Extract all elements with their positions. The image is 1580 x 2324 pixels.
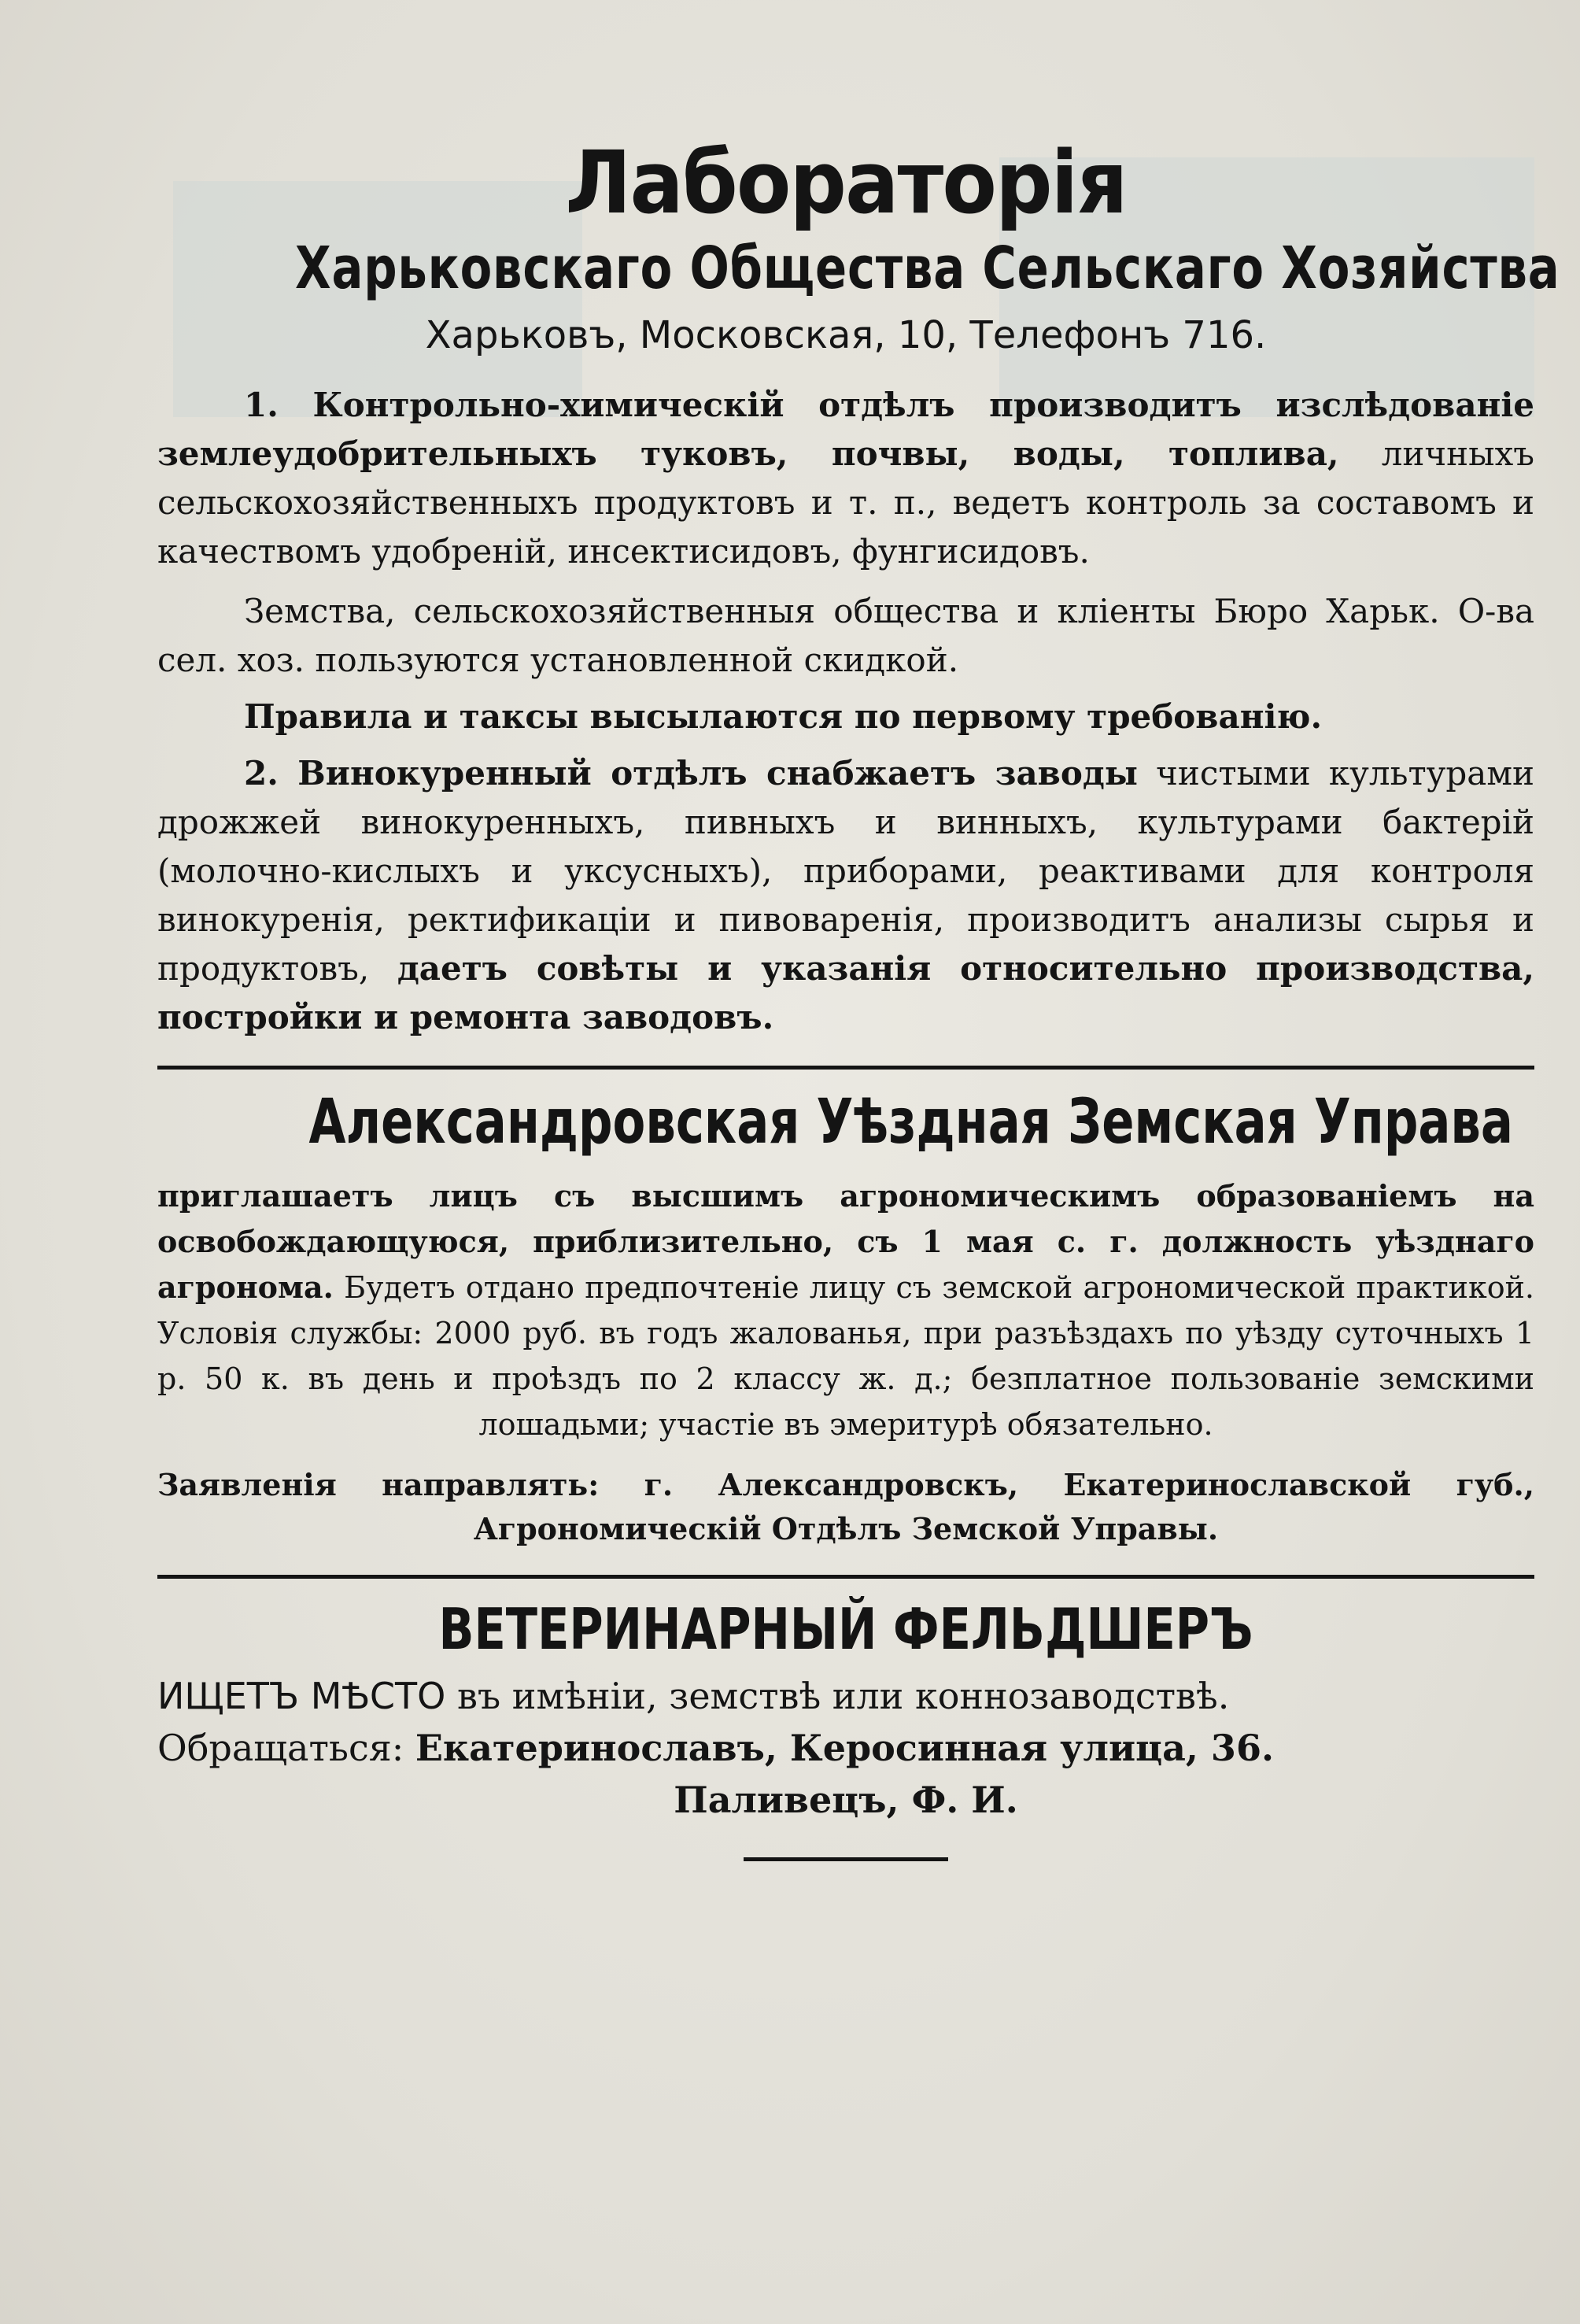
lab-paragraph-4-text: чистыми культурами дрожжей винокуренныхъ, пивныхъ и винныхъ, культурами бактерій (молочно-кислыхъ и уксусныхъ), приборами, реактивами для контроля винокуренія, ректификаціи и пивоваренія, производитъ анализы сырья и продуктовъ, (157, 753, 1534, 988)
vet-line-2 (157, 1722, 1534, 1774)
vet-line-2-label: Обращаться: (157, 1726, 404, 1769)
uprava-notice-text: Будетъ отдано предпочтеніе лицу съ земской агрономической практикой. Условія службы: 2000 руб. въ годъ жалованья, при разъѣздахъ по уѣзду суточныхъ 1 р. 50 к. въ день и проѣздъ по 2 классу ж. д.; безплатное пользованіе земскими лошадьми; участіе въ эмеритурѣ обязательно. (157, 1269, 1534, 1442)
vet-title: ВЕТЕРИНАРНЫЙ ФЕЛЬДШЕРЪ (438, 1595, 1253, 1662)
uprava-notice (157, 1173, 1534, 1447)
vet-line-1 (157, 1670, 1534, 1722)
vet-line-1-text: въ имѣніи, земствѣ или коннозаводствѣ. (457, 1674, 1230, 1717)
lab-paragraph-4 (157, 749, 1534, 1042)
page-content (157, 132, 1560, 1861)
lab-address: Харьковъ, Московская, 10, Телефонъ 716. (425, 312, 1267, 357)
divider-1 (157, 1066, 1534, 1070)
uprava-title: Александровская Уѣздная Земская Управа (308, 1086, 1513, 1158)
lab-paragraph-1-bold: 1. Контрольно-химическій отдѣлъ производитъ изслѣдованіе землеудобрительныхъ туковъ, почвы, воды, топлива, (157, 385, 1534, 473)
lab-paragraph-4-bold: 2. Винокуренный отдѣлъ снабжаетъ заводы (244, 753, 1138, 793)
end-rule (744, 1857, 948, 1861)
uprava-notice-bold: приглашаетъ лицъ съ высшимъ агрономическимъ образованіемъ на освобождающуюся, приблизительно, съ 1 мая с. г. должность уѣзднаго агронома. (157, 1177, 1534, 1305)
lab-title: Лабораторія (565, 132, 1127, 233)
lab-paragraph-1-text: личныхъ сельскохозяйственныхъ продуктовъ и т. п., ведетъ контроль за составомъ и качествомъ удобреній, инсектисидовъ, фунгисидовъ. (157, 434, 1534, 571)
lab-subtitle: Харьковскаго Общества Сельскаго Хозяйства (295, 234, 1560, 302)
lab-paragraph-4-end: даетъ совѣты и указанія относительно производства, постройки и ремонта заводовъ. (157, 948, 1534, 1036)
vet-line-2-text: Екатеринославъ, Керосинная улица, 36. (415, 1726, 1274, 1769)
lab-paragraph-3: Правила и таксы высылаются по первому требованію. (244, 696, 1323, 736)
uprava-address: Заявленія направлять: г. Александровскъ, Екатеринославской губ., Агрономическій Отдѣлъ Земской Управы. (157, 1466, 1534, 1546)
divider-2 (157, 1575, 1534, 1579)
lab-paragraph-2: Земства, сельскохозяйственныя общества и кліенты Бюро Харьк. О-ва сел. хоз. пользуются установленной скидкой. (157, 591, 1534, 679)
vet-line-3: Паливецъ, Ф. И. (674, 1778, 1018, 1821)
lab-paragraph-1 (157, 381, 1534, 576)
vet-line-1-caps: ИЩЕТЪ МѢСТО (157, 1674, 446, 1717)
